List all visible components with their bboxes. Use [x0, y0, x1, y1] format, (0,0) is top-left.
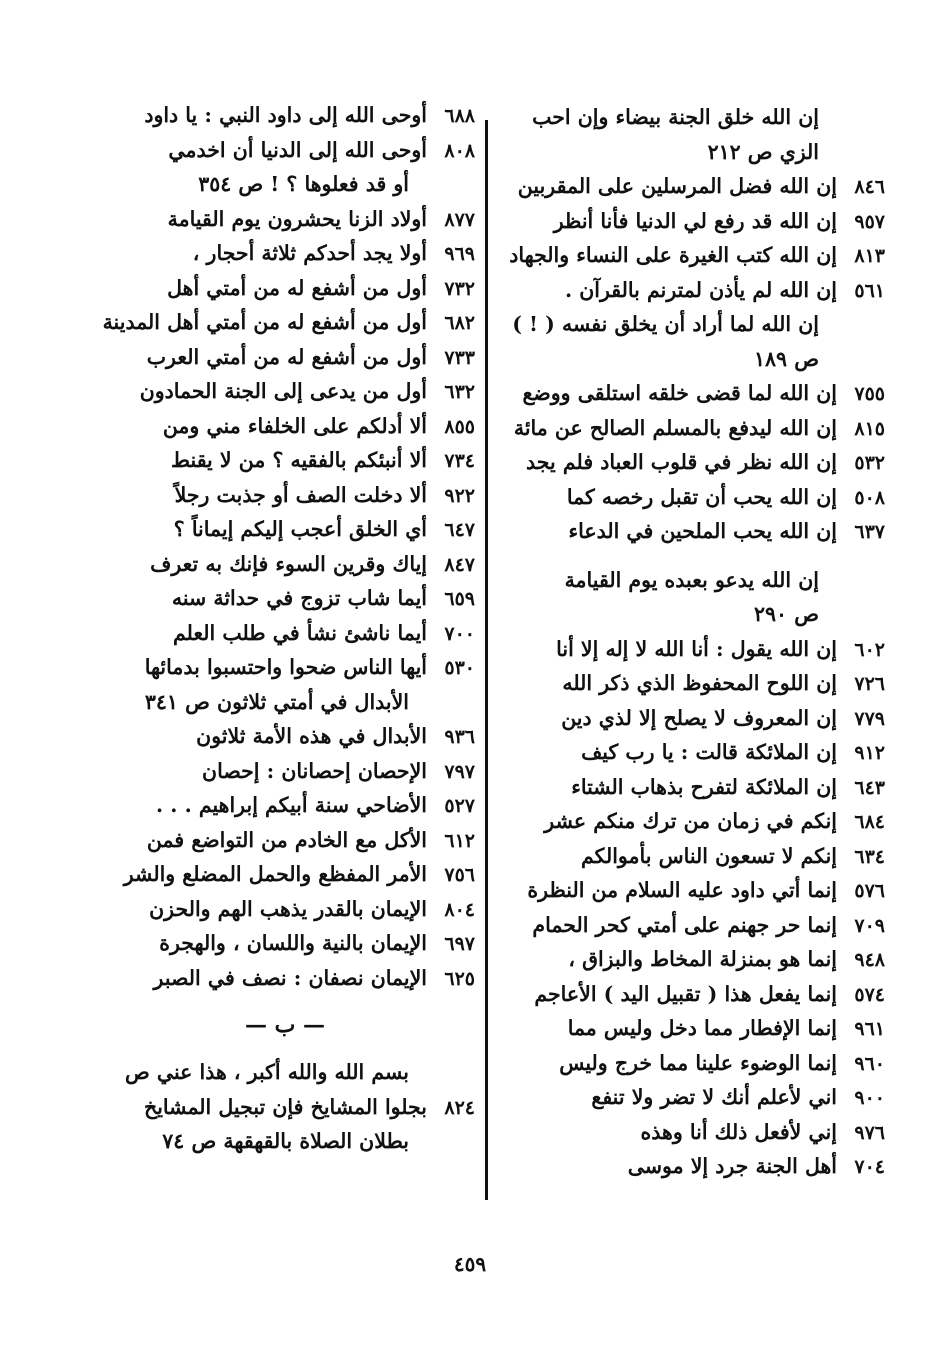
index-entry — [95, 719, 475, 754]
entry-text: إن الله قد رفع لي الدنيا فأنا أنظر — [553, 208, 837, 233]
index-entry — [95, 788, 475, 823]
index-column-right — [505, 100, 885, 1184]
index-entry — [95, 374, 475, 409]
index-entries-ba — [95, 1055, 475, 1159]
index-entry — [95, 512, 475, 547]
entry-text: أولاد الزنا يحشرون يوم القيامة — [167, 206, 427, 231]
entry-number: ٦٩٧ — [444, 933, 475, 955]
entry-number: ٧٠٠ — [444, 622, 475, 645]
entry-number: ٨٠٤ — [444, 898, 475, 921]
entry-number: ٨٢٤ — [444, 1096, 475, 1119]
index-entry — [95, 823, 475, 858]
entry-number: ٧٠٩ — [854, 914, 885, 937]
index-entry — [95, 581, 475, 616]
index-entry — [505, 376, 885, 411]
entry-text: الإيمان بالقدر يذهب الهم والحزن — [149, 896, 427, 921]
entry-text: أيما شاب تزوج في حداثة سنه — [171, 586, 427, 610]
entry-text: إنكم في زمان من ترك منكم عشر — [544, 809, 837, 833]
index-entry — [505, 701, 885, 736]
entry-text: أول من أشفع له من أمتي العرب — [146, 344, 427, 369]
entry-text: إن الملائكة لتفرح بذهاب الشتاء — [571, 774, 837, 799]
entry-text: إن الله لم يأذن لمترنم بالقرآن . — [564, 277, 837, 302]
entry-text: إنما هو بمنزلة المخاط والبزاق ، — [568, 947, 837, 971]
entry-number: ٥٧٦ — [854, 880, 885, 902]
entry-text: أيما ناشئ نشأ في طلب العلم — [172, 620, 427, 645]
entry-number: ٧٣٣ — [444, 346, 475, 369]
entry-text: الإيمان نصفان : نصف في الصبر — [153, 965, 427, 990]
index-entry — [95, 236, 475, 271]
index-entry — [505, 1046, 885, 1081]
entry-number: ٩٦٩ — [444, 243, 475, 265]
index-entry — [95, 340, 475, 375]
entry-number: ٨٥٥ — [444, 415, 475, 438]
entry-number: ٥٠٨ — [854, 486, 885, 509]
index-entry — [505, 100, 885, 135]
entry-number: ٦٣٤ — [854, 845, 885, 868]
index-entry — [505, 770, 885, 805]
entry-text: إن الملائكة قالت : يا رب كيف — [581, 740, 837, 764]
index-entry — [505, 1149, 885, 1184]
entry-number: ٥٣٠ — [444, 657, 475, 679]
entry-text: إن الله يحب أن تقبل رخصه كما — [566, 484, 837, 509]
entry-text: أول من يدعى إلى الجنة الحمادون — [139, 379, 427, 403]
index-entry — [505, 204, 885, 239]
index-entry — [95, 133, 475, 168]
entry-number: ٦٤٣ — [854, 776, 885, 799]
index-entry — [95, 650, 475, 685]
entry-number: ٦٨٤ — [854, 811, 885, 833]
entry-number: ٥٧٤ — [854, 983, 885, 1006]
entry-text: إنما يفعل هذا ( تقبيل اليد ) الأعاجم — [534, 981, 837, 1006]
entry-number: ٥٣٢ — [854, 452, 885, 474]
entry-text: الأضاحي سنة أبيكم إبراهيم . . . — [156, 793, 427, 817]
index-entry — [505, 908, 885, 943]
entry-text: أول من أشفع له من أمتي أهل المدينة — [102, 310, 427, 334]
index-entry — [95, 98, 475, 133]
entry-text: إياك وقرين السوء فإنك به تعرف — [150, 551, 427, 576]
entry-number: ٦٣٧ — [854, 521, 885, 543]
index-entry — [505, 342, 885, 377]
entry-text: أول من أشفع له من أمتي أهل — [167, 275, 427, 300]
index-entry — [95, 202, 475, 237]
index-entry — [95, 892, 475, 927]
index-entry — [505, 804, 885, 839]
index-entry — [95, 961, 475, 996]
entry-text: ألا أنبئكم بالفقيه ؟ من لا يقنط — [171, 448, 427, 472]
entry-number: ٧٩٧ — [444, 760, 475, 783]
entry-number: ٦٤٧ — [444, 519, 475, 541]
index-entry — [505, 135, 885, 170]
index-entry — [95, 685, 475, 720]
entry-number: ٩٥٧ — [854, 210, 885, 233]
entry-number: ٩١٢ — [854, 742, 885, 764]
index-entry — [505, 977, 885, 1012]
entry-number: ٦٣٢ — [444, 381, 475, 403]
entry-text: إن الله يقول : أنا الله لا إله إلا أنا — [556, 636, 837, 661]
entry-text: الأبدال في هذه الأمة ثلاثون — [196, 724, 427, 748]
entry-number: ٩٦٠ — [854, 1052, 885, 1075]
index-entry — [95, 271, 475, 306]
index-entry — [505, 839, 885, 874]
index-entry — [505, 1011, 885, 1046]
entry-number: ٥٢٧ — [444, 795, 475, 817]
entry-text: الأبدال في أمتي ثلاثون ص ٣٤١ — [144, 689, 409, 714]
index-entry — [95, 857, 475, 892]
index-entry — [95, 443, 475, 478]
entry-text: الأكل مع الخادم من التواضع فمن — [146, 827, 427, 852]
index-entry — [95, 926, 475, 961]
entry-text: الإحصان إحصانان : إحصان — [202, 758, 427, 783]
entry-text: ص ٢٩٠ — [754, 602, 819, 626]
entry-text: إن الله كتب الغيرة على النساء والجهاد — [509, 243, 837, 267]
entry-text: أي الخلق أعجب إليكم إيماناً ؟ — [173, 517, 427, 541]
index-entry — [505, 942, 885, 977]
index-entry — [505, 597, 885, 632]
index-entry — [95, 1090, 475, 1125]
index-entry — [505, 666, 885, 701]
page-number: ٤٥٩ — [453, 1252, 487, 1276]
entry-number: ٦٥٩ — [444, 588, 475, 610]
index-entry — [95, 409, 475, 444]
index-entry — [505, 411, 885, 446]
entry-text: ألا دخلت الصف أو جذبت رجلاً — [174, 482, 427, 507]
section-heading-ba: — ب — — [244, 1012, 326, 1038]
entry-number: ٨١٥ — [854, 417, 885, 440]
index-entry — [95, 616, 475, 651]
entry-text: إنكم لا تسعون الناس بأموالكم — [581, 843, 837, 868]
entry-number: ٩٠٠ — [854, 1087, 885, 1109]
entry-text: إني لأفعل ذلك أنا وهذه — [640, 1119, 837, 1144]
entry-number: ٧٢٦ — [854, 673, 885, 695]
entry-text: إن الله لما أراد أن يخلق نفسه ( ! ) — [512, 312, 819, 336]
index-entry — [505, 1115, 885, 1150]
entry-text: ص ١٨٩ — [754, 346, 819, 371]
entry-number: ٦٠٢ — [854, 638, 885, 661]
entry-number: ٧٧٩ — [854, 707, 885, 730]
entry-text: أهل الجنة جرد إلا موسى — [627, 1154, 837, 1178]
index-entry — [95, 167, 475, 202]
entry-text: أيها الناس ضحوا واحتسبوا بدمائها — [144, 655, 427, 679]
entry-text: أوحى الله إلى داود النبي : يا داود — [144, 103, 427, 127]
entry-text: بطلان الصلاة بالقهقهة ص ٧٤ — [162, 1129, 409, 1153]
entry-number: ٨١٣ — [854, 245, 885, 267]
entry-number: ٩٦١ — [854, 1018, 885, 1040]
index-entry — [505, 445, 885, 480]
index-entry — [505, 480, 885, 515]
entry-text: إنما حر جهنم على أمتي كحر الحمام — [532, 912, 837, 937]
entry-text: إن الله فضل المرسلين على المقربين — [517, 174, 837, 198]
entry-number: ٧٣٤ — [444, 450, 475, 472]
entry-text: إن المعروف لا يصلح إلا لذي دين — [561, 705, 837, 730]
index-entry — [505, 169, 885, 204]
entry-number: ٧٣٢ — [444, 277, 475, 300]
entry-number: ٥٦١ — [854, 279, 885, 302]
entry-number: ٦١٢ — [444, 829, 475, 852]
index-entry — [95, 1124, 475, 1159]
entry-number: ٩٣٦ — [444, 726, 475, 748]
entry-number: ٩٧٦ — [854, 1121, 885, 1144]
index-column-left — [95, 98, 475, 1159]
entry-text: إن الله لما قضى خلقه استلقى ووضع — [522, 381, 837, 405]
index-entry — [505, 632, 885, 667]
index-entry — [95, 1055, 475, 1090]
entry-text: بجلوا المشايخ فإن تبجيل المشايخ — [143, 1094, 427, 1119]
entry-text: إن الله ليدفع بالمسلم الصالح عن مائة — [513, 415, 837, 440]
index-entries-alif — [95, 98, 475, 995]
entry-number: ٩٢٢ — [444, 484, 475, 507]
index-entry — [95, 305, 475, 340]
entry-spacer — [505, 549, 885, 563]
entry-text: الأمر المفظع والحمل المضلع والشر — [123, 862, 427, 886]
entry-number: ٩٤٨ — [854, 949, 885, 971]
entry-text: إنما أتي داود عليه السلام من النظرة — [527, 878, 837, 902]
entry-text: أوحى الله إلى الدنيا أن اخدمي — [168, 137, 427, 162]
index-entry — [95, 547, 475, 582]
entry-text: إنما الوضوء علينا مما خرج وليس — [559, 1050, 837, 1075]
entry-text: أولا يجد أحدكم ثلاثة أحجار ، — [192, 241, 427, 265]
index-entry — [505, 735, 885, 770]
entry-text: الزي ص ٢١٢ — [707, 139, 819, 164]
index-entry — [505, 273, 885, 308]
index-entry — [505, 873, 885, 908]
entry-text: إن الله يحب الملحين في الدعاء — [568, 519, 837, 543]
index-entry — [505, 514, 885, 549]
index-entry — [505, 563, 885, 598]
entry-number: ٨٤٧ — [444, 553, 475, 576]
entry-number: ٦٨٨ — [444, 105, 475, 127]
entry-text: أو قد فعلوها ؟ ! ص ٣٥٤ — [198, 172, 409, 196]
entry-number: ٧٠٤ — [854, 1156, 885, 1178]
entry-text: إن الله خلق الجنة بيضاء وإن احب — [532, 105, 819, 129]
entry-number: ٦٨٢ — [444, 312, 475, 334]
index-entry — [505, 238, 885, 273]
entry-number: ٧٥٦ — [444, 864, 475, 886]
entry-text: بسم الله والله أكبر ، هذا عني ص — [124, 1060, 409, 1084]
entry-number: ٨٠٨ — [444, 139, 475, 162]
entry-number: ٨٧٧ — [444, 208, 475, 231]
entry-text: إن اللوح المحفوظ الذي ذكر الله — [562, 671, 837, 695]
entry-text: ألا أدلكم على الخلفاء مني ومن — [162, 413, 427, 438]
entry-number: ٧٥٥ — [854, 383, 885, 405]
entry-text: إنما الإفطار مما دخل وليس مما — [567, 1016, 837, 1040]
index-entry — [95, 754, 475, 789]
entry-text: إن الله يدعو بعبده يوم القيامة — [564, 567, 819, 592]
entry-number: ٦٢٥ — [444, 967, 475, 990]
entry-text: اني لأعلم أنك لا تضر ولا تنفع — [591, 1085, 837, 1109]
index-entry — [95, 478, 475, 513]
index-entry — [505, 307, 885, 342]
entry-text: إن الله نظر في قلوب العباد فلم يجد — [526, 450, 837, 474]
entry-number: ٨٤٦ — [854, 176, 885, 198]
column-divider — [485, 120, 488, 1200]
index-entry — [505, 1080, 885, 1115]
entry-text: الإيمان بالنية واللسان ، والهجرة — [159, 931, 427, 955]
